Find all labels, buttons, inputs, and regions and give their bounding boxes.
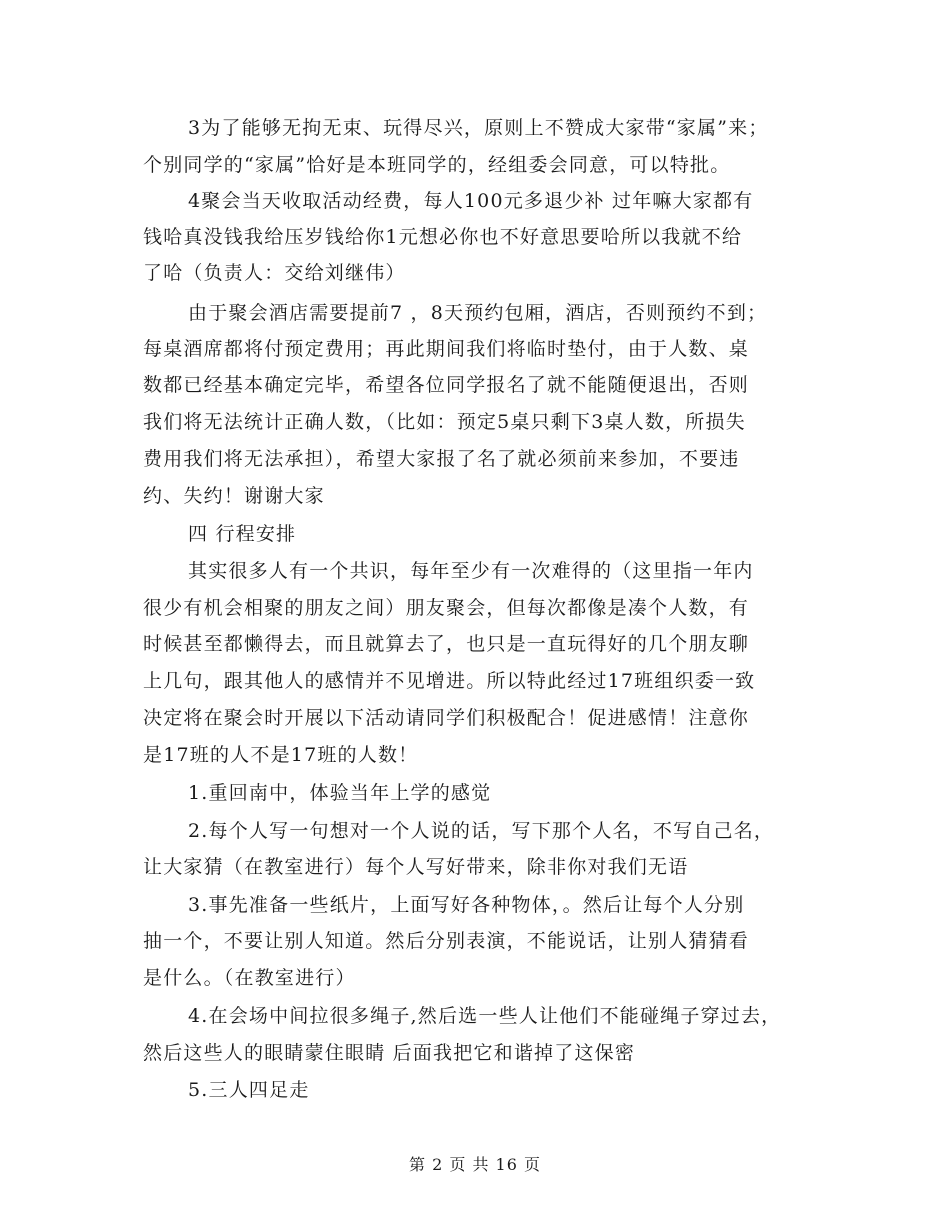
text-line-16: 上几句，跟其他人的感情并不见增进。所以特此经过17班组织委一致	[143, 670, 756, 692]
activity-item-3: 3.事先准备一些纸片，上面写好各种物体，。然后让每个人分别	[188, 894, 745, 916]
activity-item-5: 5.三人四足走	[188, 1079, 310, 1101]
text-line-3: 4聚会当天收取活动经费，每人100元多退少补 过年嘛大家都有	[188, 190, 754, 212]
text-line-6: 由于聚会酒店需要提前7 ，8天预约包厢，酒店，否则预约不到；	[188, 302, 768, 324]
text-line-8: 数都已经基本确定完毕，希望各位同学报名了就不能随便退出，否则	[143, 374, 750, 396]
text-line-14: 很少有机会相聚的朋友之间）朋友聚会，但每次都像是凑个人数，有	[143, 597, 750, 619]
text-line-4: 钱哈真没钱我给压岁钱给你1元想必你也不好意思要哈所以我就不给	[143, 226, 743, 248]
text-line-10: 费用我们将无法承担），希望大家报了名了就必须前来参加，不要违	[143, 448, 740, 470]
text-line-5: 了哈（负责人：交给刘继伟）	[143, 262, 406, 284]
text-line-18: 是17班的人不是17班的人数！	[143, 744, 419, 766]
text-line-21: 让大家猜（在教室进行）每个人写好带来，除非你对我们无语	[143, 856, 689, 878]
text-line-9: 我们将无法统计正确人数，（比如：预定5桌只剩下3桌人数，所损失	[143, 411, 746, 433]
page-number-footer: 第 2 页 共 16 页	[409, 1155, 541, 1174]
text-line-1: 3为了能够无拘无束、玩得尽兴，原则上不赞成大家带“家属”来；	[188, 117, 769, 139]
activity-item-2: 2.每个人写一句想对一个人说的话，写下那个人名，不写自己名，	[188, 820, 775, 842]
text-line-24: 是什么。（在教室进行）	[143, 967, 356, 989]
activity-item-4: 4.在会场中间拉很多绳子,然后选一些人让他们不能碰绳子穿过去，	[188, 1005, 782, 1027]
text-line-17: 决定将在聚会时开展以下活动请同学们积极配合！促进感情！注意你	[143, 707, 750, 729]
text-line-7: 每桌酒席都将付预定费用；再此期间我们将临时垫付，由于人数、桌	[143, 338, 750, 360]
text-line-13: 其实很多人有一个共识，每年至少有一次难得的（这里指一年内	[188, 560, 754, 582]
text-line-23: 抽一个，不要让别人知道。然后分别表演，不能说话，让别人猜猜看	[143, 930, 750, 952]
text-line-26: 然后这些人的眼睛蒙住眼睛 后面我把它和谐掉了这保密	[143, 1042, 636, 1064]
text-line-11: 约、失约！谢谢大家	[143, 485, 325, 507]
section-heading-itinerary: 四 行程安排	[188, 523, 297, 545]
activity-item-1: 1.重回南中，体验当年上学的感觉	[188, 782, 492, 804]
text-line-15: 时候甚至都懒得去，而且就算去了，也只是一直玩得好的几个朋友聊	[143, 633, 750, 655]
text-line-2: 个别同学的“家属”恰好是本班同学的，经组委会同意，可以特批。	[143, 154, 731, 176]
